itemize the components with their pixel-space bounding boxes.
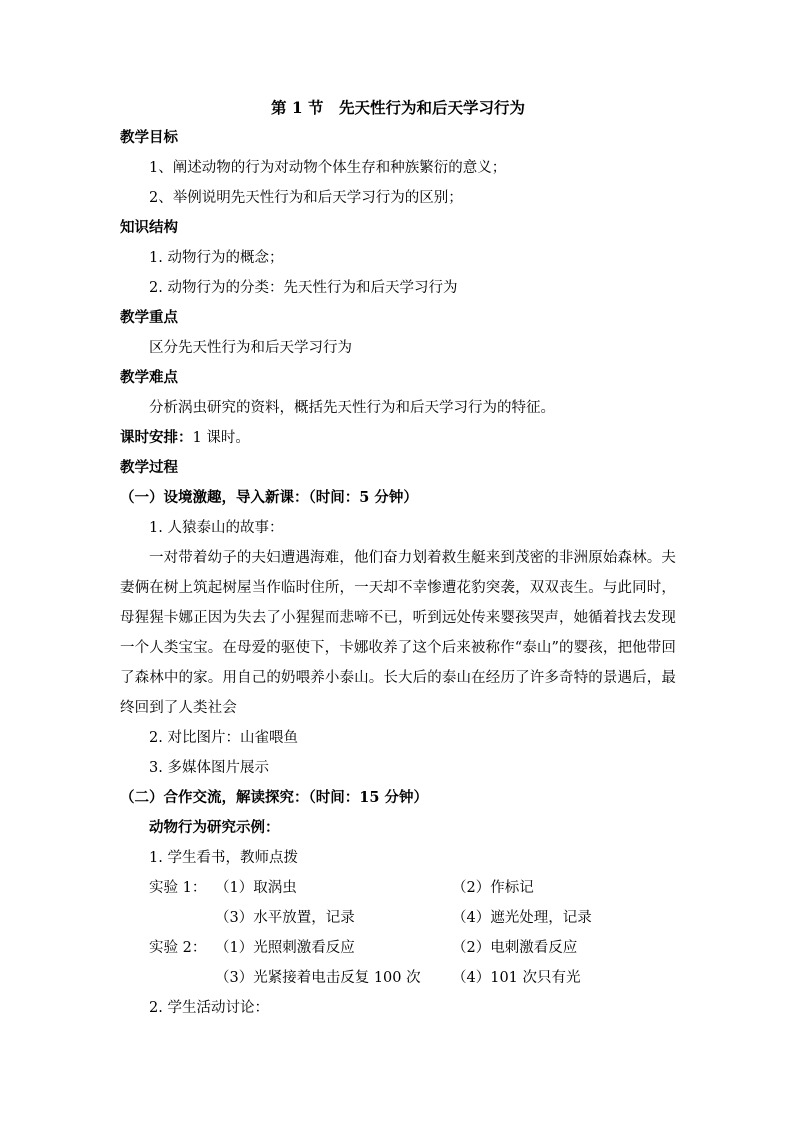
process-heading: 教学过程	[120, 459, 178, 476]
experiment-1-row-1	[120, 873, 676, 903]
experiment-2-label: 实验 2：	[149, 940, 207, 956]
section2-item: 2. 学生活动讨论：	[149, 1000, 269, 1016]
experiment-step: （2）电刺激看反应	[452, 940, 578, 956]
structure-item: 1. 动物行为的概念；	[149, 250, 284, 266]
key-point-heading: 教学重点	[120, 309, 178, 326]
experiment-step: （1）光照刺激看反应	[215, 940, 355, 956]
story-paragraph: 一对带着幼子的夫妇遭遇海难，他们奋力划着救生艇来到茂密的非洲原始森林。夫妻俩在树上筑起树屋当作临时住所，一天却不幸惨遭花豹突袭，双双丧生。与此同时，母猩猩卡娜正因为失去了小猩猩而悲啼不已，听到远处传来婴孩哭声，她循着找去发现一个人类宝宝。在母爱的驱使下，卡娜收养了这个后来被称作“泰山”的婴孩，把他带回了森林中的家。用自己的奶喂养小泰山。长大后的泰山在经历了许多奇特的景遇后，最终回到了人类社会	[120, 550, 676, 716]
section2-subheading: 动物行为研究示例：	[149, 819, 280, 836]
document-page	[120, 93, 676, 1023]
schedule-label: 课时安排：	[120, 429, 193, 446]
goal-item: 1、阐述动物的行为对动物个体生存和种族繁衍的意义；	[149, 160, 507, 176]
goal-item: 2、举例说明先天性行为和后天学习行为的区别；	[149, 190, 463, 206]
experiment-step: （4）遮光处理，记录	[452, 910, 592, 926]
section2-heading: （二）合作交流，解读探究：（时间：15 分钟）	[120, 789, 428, 806]
schedule-value: 1 课时。	[192, 430, 250, 446]
experiment-1-row-2	[120, 903, 676, 933]
experiment-step: （3）光紧接着电击反复 100 次	[215, 970, 421, 986]
structure-item: 2. 动物行为的分类：先天性行为和后天学习行为	[149, 280, 458, 296]
experiment-1-label: 实验 1：	[149, 880, 207, 896]
section2-item: 1. 学生看书，教师点拨	[149, 850, 298, 866]
section1-heading: （一）设境激趣，导入新课：（时间：5 分钟）	[120, 489, 418, 506]
experiment-2-row-2	[120, 963, 676, 993]
section1-item: 3. 多媒体图片展示	[149, 760, 269, 776]
page-title: 第 1 节 先天性行为和后天学习行为	[270, 98, 526, 117]
experiment-step: （2）作标记	[452, 880, 534, 896]
schedule-line	[120, 423, 676, 453]
experiment-2-row-1	[120, 933, 676, 963]
experiment-step: （4）101 次只有光	[452, 970, 581, 986]
difficulty-heading: 教学难点	[120, 369, 178, 386]
difficulty-text: 分析涡虫研究的资料，概括先天性行为和后天学习行为的特征。	[149, 400, 555, 416]
key-point-text: 区分先天性行为和后天学习行为	[149, 340, 352, 356]
goals-heading: 教学目标	[120, 129, 178, 146]
structure-heading: 知识结构	[120, 219, 178, 236]
section1-item: 2. 对比图片：山雀喂鱼	[149, 730, 298, 746]
section1-item: 1. 人猿泰山的故事：	[149, 520, 284, 536]
experiment-step: （1）取涡虫	[215, 880, 297, 896]
experiment-step: （3）水平放置，记录	[215, 910, 355, 926]
